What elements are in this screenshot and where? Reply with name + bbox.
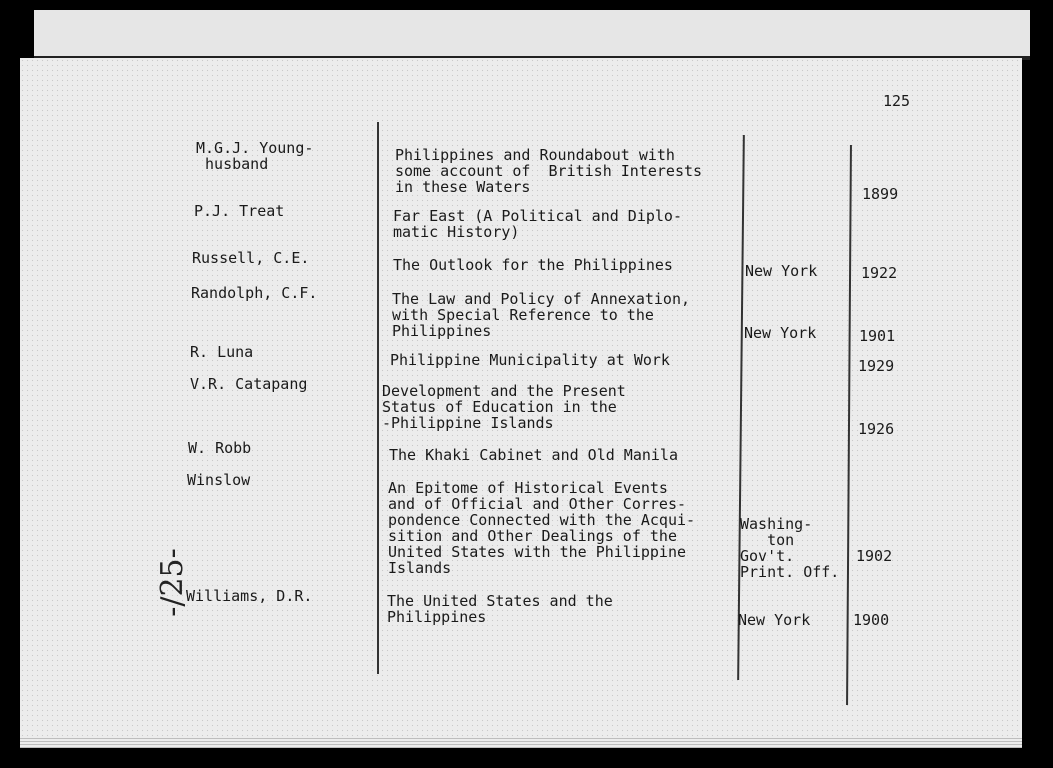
entry-title: Development and the Present Status of Education in the -Philippine Islands bbox=[382, 382, 626, 432]
page-number: 125 bbox=[883, 92, 911, 110]
handwritten-page-number: -/25- bbox=[154, 548, 190, 617]
entry-author: M.G.J. Young- husband bbox=[196, 139, 314, 173]
entry-year: 1922 bbox=[861, 264, 898, 282]
entry-year: 1929 bbox=[858, 357, 895, 375]
entry-year: 1900 bbox=[853, 611, 890, 629]
entry-author: Russell, C.E. bbox=[192, 249, 310, 267]
entry-title: The Khaki Cabinet and Old Manila bbox=[389, 446, 678, 464]
entry-author: Winslow bbox=[187, 471, 251, 489]
entry-title: Philippine Municipality at Work bbox=[390, 351, 670, 369]
entry-title: The Outlook for the Philippines bbox=[393, 256, 673, 274]
entry-author: P.J. Treat bbox=[194, 202, 285, 220]
entry-author: R. Luna bbox=[190, 343, 254, 361]
entry-author: Williams, D.R. bbox=[186, 587, 313, 605]
entry-title: An Epitome of Historical Events and of Official and Other Corres- pondence Connected with the Acqui- sition and Other Dealings of the United States with the Philippine Islands bbox=[388, 479, 696, 577]
top-film-strip bbox=[34, 10, 1030, 60]
entry-title: The United States and the Philippines bbox=[387, 592, 613, 626]
page-bottom-edge bbox=[20, 738, 1022, 748]
entry-year: 1901 bbox=[859, 327, 896, 345]
entry-title: Philippines and Roundabout with some account of British Interests in these Waters bbox=[395, 146, 703, 196]
entry-place: New York bbox=[745, 262, 818, 280]
entry-title: The Law and Policy of Annexation, with Special Reference to the Philippines bbox=[392, 290, 691, 340]
entry-year: 1902 bbox=[856, 547, 893, 565]
entry-year: 1926 bbox=[858, 420, 895, 438]
entry-place: Washing- ton Gov't. Print. Off. bbox=[740, 515, 840, 581]
entry-author: V.R. Catapang bbox=[190, 375, 308, 393]
entry-author: W. Robb bbox=[188, 439, 252, 457]
entry-author: Randolph, C.F. bbox=[191, 284, 318, 302]
entry-title: Far East (A Political and Diplo- matic History) bbox=[393, 207, 682, 241]
entry-place: New York bbox=[738, 611, 811, 629]
entry-year: 1899 bbox=[862, 185, 899, 203]
entry-place: New York bbox=[744, 324, 817, 342]
column-rule-author-title bbox=[377, 122, 379, 674]
